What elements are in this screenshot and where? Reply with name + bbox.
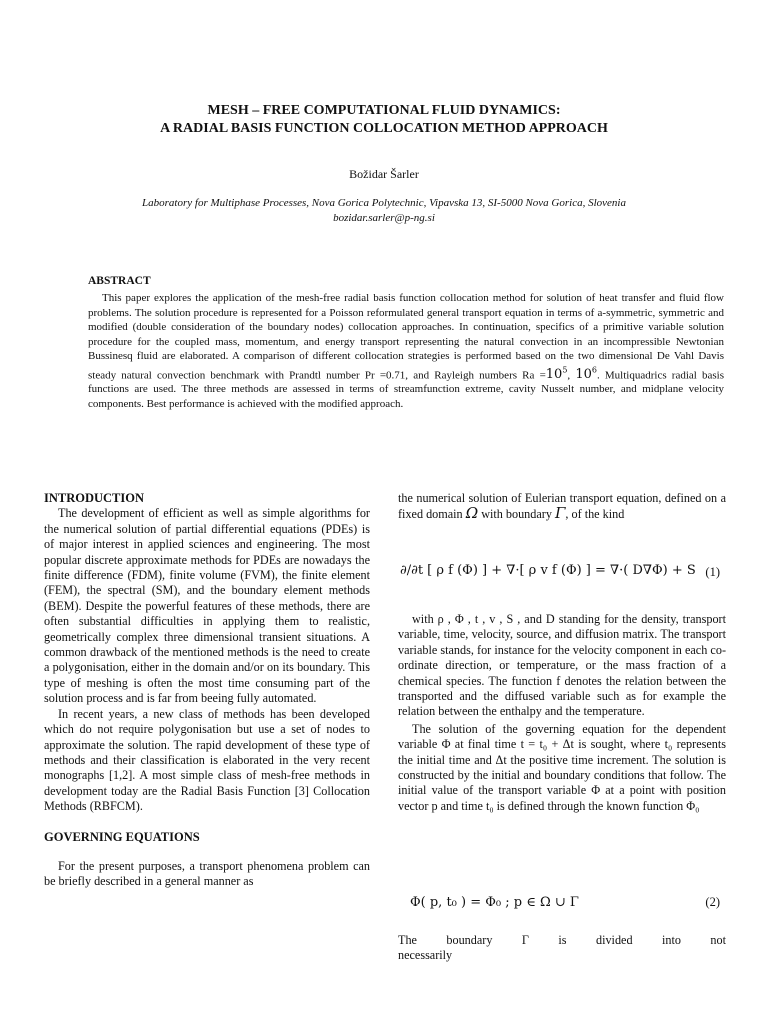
author-email: bozidar.sarler@p-ng.si xyxy=(333,211,435,224)
introduction-heading: INTRODUCTION xyxy=(44,491,145,505)
right-paragraph-4: The boundary Γ is divided into not necessarily xyxy=(398,933,726,963)
abstract-text-1: This paper explores the application of the mesh-free radial basis function collocation method for solution of heat transfer and fluid flow problems. The solution procedure is represented for a Poisson reformulated general transport equation in terms of a-symmetric, symmetric and modified (double consideration of the boundary nodes) collocation approaches. In continuation, specifics of a primitive variable solution procedure for the coupled mass, momentum, and energy transport representing the natural convection in an incompressible Newtonian Bussinesq fluid are elaborated. A comparison of different collocation strategies is performed based on the two dimensional De Vahl Davis steady natural convection benchmark with Prandtl number Pr =0.71, and Rayleigh numbers Ra = xyxy=(88,292,724,381)
right-column-continued xyxy=(398,612,726,814)
equation-2-expression: Φ( p, t₀ ) = Φ₀ ; p ∈ Ω ∪ Γ xyxy=(410,895,579,910)
right-paragraph-2: with ρ , Φ , t , v , S , and D standing for the density, transport variable, time, velocity, source, and diffusion matrix. The transport variable stands, for instance for the velocity component in each co-ordinate direction, or temperature, or the mass fraction of a chemical species. The function f denotes the relation between the transported and the diffused variable such as for example the relation between the enthalpy and the temperature. xyxy=(398,612,726,719)
right-column xyxy=(398,491,726,523)
left-column xyxy=(44,491,370,890)
governing-paragraph-1: For the present purposes, a transport phenomena problem can be briefly described in a general manner as xyxy=(44,858,370,889)
affiliation-block xyxy=(0,196,768,225)
introduction-paragraph-2: In recent years, a new class of methods has been developed which do not require polygonisation but use a set of nodes to approximate the solution. The rapid development of these type of methods and their classification is elaborated in the very recent monographs [1,2]. A most simple class of mesh-free methods in development today are the Radial Basis Function [3] Collocation Methods (RBFCM). xyxy=(44,706,370,814)
gamma-symbol: Γ xyxy=(554,504,566,523)
equation-1-expression: ∂/∂t [ ρ f (Φ) ] + ∇·[ ρ v f (Φ) ] = ∇·( D∇Φ) + S xyxy=(400,563,696,578)
introduction-paragraph-1: The development of efficient as well as simple algorithms for the numerical solution of partial differential equations (PDEs) is of major interest in applied sciences and engineering. The most popular discrete approximate methods for PDEs are nowadays the finite difference (FDM), finite volume (FVM), the finite element (FEM), the spectral (SM), and the boundary element methods (BEM). Despite the powerful features of these methods, there are often substantial difficulties in applying them to realistic, geometrically complex three dimensional transient situations. A common drawback of the mentioned methods is the need to create a polygonisation, either in the domain and/or on its boundary. This type of meshing is often the most time consuming part of the solution process and is far from beeing fully automated. xyxy=(44,506,370,706)
abstract-body: This paper explores the application of the mesh-free radial basis function collocation method for solution of heat transfer and fluid flow problems. The solution procedure is represented for a Poisson reformulated general transport equation in terms of a-symmetric, symmetric and modified (double consideration of the boundary nodes) collocation approaches. In continuation, specifics of a primitive variable solution procedure for the coupled mass, momentum, and energy transport representing the natural convection in an incompressible Newtonian Bussinesq fluid are elaborated. A comparison of different collocation strategies is performed based on the two dimensional De Vahl Davis steady natural convection benchmark with Prandtl number Pr =0.71, and Rayleigh numbers $Ra =10^5$, $10^6$. Multiquadrics radial basis functions are used. The three methods are assessed in terms of streamfunction extreme, cavity Nusselt number, and midplane velocity components. Best performance is achieved with the modified approach. xyxy=(88,292,724,410)
governing-equations-heading: GOVERNING EQUATIONS xyxy=(44,829,200,844)
abstract-text-2: . Multiquadrics radial basis functions are used. The three methods are assessed in terms of streamfunction extreme, cavity Nusselt number, and midplane velocity components. Best performance is achieved with the modified approach. xyxy=(88,368,724,410)
equation-2 xyxy=(410,895,726,917)
title-line-1: MESH – FREE COMPUTATIONAL FLUID DYNAMICS: xyxy=(207,103,561,118)
rayleigh-value-1: $10^5$ xyxy=(545,365,568,382)
rayleigh-value-2: $10^6$ xyxy=(575,365,597,382)
abstract-heading: ABSTRACT xyxy=(88,275,151,287)
right-paragraph-1: the numerical solution of Eulerian transport equation, defined on a fixed domain Ω with boundary Γ, of the kind xyxy=(398,491,726,523)
paper-title xyxy=(0,102,768,138)
author-name: Božidar Šarler xyxy=(349,167,419,181)
right-paragraph-3: The solution of the governing equation for the dependent variable Φ at final time t = t₀ + Δt is sought, where t₀ represents the initial time and Δt the positive time increment. The solution is constructed by the initial and boundary conditions that follow. The initial value of the transport variable Φ at a point with position vector p and time t₀ is defined through the known function Φ₀ xyxy=(398,721,726,813)
equation-2-number: (2) xyxy=(705,895,720,909)
omega-symbol: Ω xyxy=(465,504,479,523)
equation-1 xyxy=(400,563,730,587)
equation-1-number: (1) xyxy=(705,565,720,579)
title-line-2: A RADIAL BASIS FUNCTION COLLOCATION METHOD APPROACH xyxy=(160,121,608,136)
affiliation: Laboratory for Multiphase Processes, Nova Gorica Polytechnic, Vipavska 13, SI-5000 Nova Gorica, Slovenia xyxy=(142,197,626,209)
